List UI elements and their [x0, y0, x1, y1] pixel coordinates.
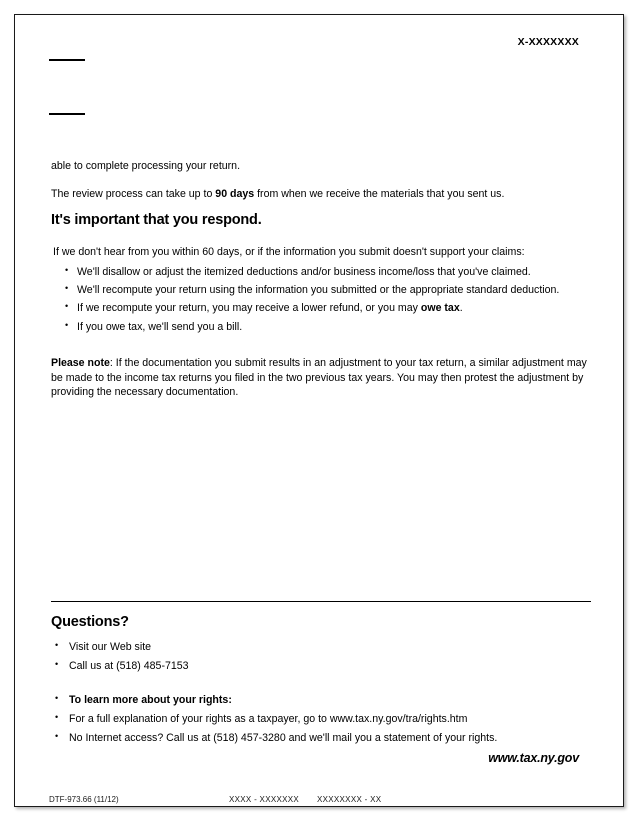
- agency-web-address: www.tax.ny.gov: [488, 751, 579, 765]
- list-item: • Visit our Web site: [51, 640, 607, 654]
- form-number: DTF-973.66 (11/12): [49, 795, 119, 804]
- list-item: [51, 265, 591, 279]
- rights-list: [51, 693, 607, 746]
- review-text-before: The review process can take up to: [51, 188, 216, 201]
- list-item: [51, 301, 591, 315]
- rights-heading: To learn more about your rights:: [69, 693, 232, 706]
- list-item: [51, 320, 591, 334]
- list-item: [51, 693, 607, 707]
- please-note-paragraph: [51, 356, 591, 400]
- bullet-text: If we recompute your return, you may receive a lower refund, or you may: [77, 302, 421, 315]
- list-item: [51, 283, 591, 297]
- bullet-text: We'll disallow or adjust the itemized deductions and/or business income/loss that you've claimed.: [77, 265, 531, 278]
- questions-heading: Questions?: [51, 614, 129, 630]
- bullet-text: If you owe tax, we'll send you a bill.: [77, 320, 243, 333]
- letter-body: [51, 159, 591, 400]
- footer-code-1: XXXX - XXXXXXX: [229, 795, 300, 804]
- footer-code-2: XXXXXXXX - XX: [317, 795, 382, 804]
- section-divider: [51, 601, 591, 602]
- list-item: • Call us at (518) 485-7153: [51, 659, 607, 673]
- redaction-bar-recipient: [49, 59, 85, 61]
- continuation-line: able to complete processing your return.: [51, 160, 241, 172]
- respond-heading: It's important that you respond.: [51, 211, 262, 228]
- please-note-label: Please note: [51, 357, 110, 370]
- list-item: • For a full explanation of your rights as a taxpayer, go to www.tax.ny.gov/tra/rights.htm: [51, 712, 607, 726]
- review-paragraph: [51, 187, 591, 201]
- bullet-tail: .: [459, 302, 463, 315]
- list-item: • No Internet access? Call us at (518) 457-3280 and we'll mail you a statement of your rights.: [51, 731, 607, 745]
- document-page: [14, 14, 624, 807]
- consequences-lead-in: If we don't hear from you within 60 days, or if the information you submit doesn't support your claims:: [53, 245, 525, 258]
- review-days-bold: 90 days: [215, 188, 255, 201]
- questions-list: [51, 640, 607, 674]
- bullet-text: We'll recompute your return using the information you submitted or the appropriate standard deduction.: [77, 284, 560, 297]
- consequences-list: [51, 265, 591, 334]
- questions-section: [51, 601, 607, 750]
- redaction-bar-address: [49, 113, 85, 115]
- review-text-after: from when we receive the materials that you sent us.: [254, 188, 505, 201]
- please-note-text: : If the documentation you submit results in an adjustment to your tax return, a similar adjustment may be made to the income tax returns you filed in the two previous tax years. You may then protest the adjustment by providing the necessary documentation.: [51, 357, 587, 399]
- bullet-bold: owe tax: [420, 302, 460, 315]
- notice-id: X-XXXXXXX: [517, 36, 579, 48]
